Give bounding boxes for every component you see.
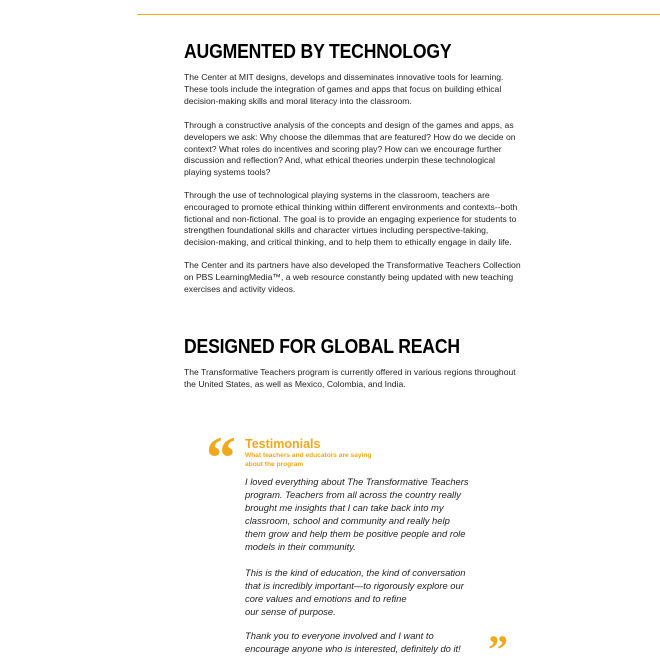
testimonials-subtitle: What teachers and educators are saying about the program xyxy=(245,452,372,468)
testimonial-quote: I loved everything about The Transformative Teachers program. Teachers from all across the country really brought me insights that I can take back into my classroom, school and community and really help them grow and help them be positive people and role models in their community. xyxy=(245,476,469,552)
testimonial-quote: This is the kind of education, the kind of conversation that is incredibly important—to rigorously explore our core values and emotions and to refine our sense of purpose. xyxy=(245,567,466,617)
top-divider xyxy=(137,14,660,15)
paragraph: Through the use of technological playing systems in the classroom, teachers are encouraged to promote ethical thinking within different environments and contexts--both fictional and non-fictional. The goal is to provide an engaging experience for students to strengthen foundational skills and character virtues including perspective-taking, decision-making, and critical thinking, and to help them to ethically engage in daily life. xyxy=(184,190,518,248)
section-heading-augmented: AUGMENTED BY TECHNOLOGY xyxy=(184,41,452,63)
paragraph: The Center and its partners have also developed the Transformative Teachers Collection on PBS LearningMedia™, a web resource constantly being updated with new teaching exercises and activity videos. xyxy=(184,260,521,294)
paragraph: Through a constructive analysis of the concepts and design of the games and apps, as developers we ask: Why choose the dilemmas that are featured? How do we decide on context? What roles do incentives and scoring play? How can we encourage further discussion and reflection? And, what ethical theories underpin these technological playing systems tools? xyxy=(184,120,516,178)
section-heading-global-reach: DESIGNED FOR GLOBAL REACH xyxy=(184,336,460,358)
paragraph: The Center at MIT designs, develops and disseminates innovative tools for learning. These tools include the integration of games and apps that focus on building ethical decision-making skills and moral literacy into the classroom. xyxy=(184,72,504,106)
open-quote-icon: “ xyxy=(206,425,236,491)
close-quote-icon: ” xyxy=(488,627,508,672)
testimonials-title: Testimonials xyxy=(245,437,321,451)
paragraph: The Transformative Teachers program is currently offered in various regions throughout the United States, as well as Mexico, Colombia, and India. xyxy=(184,367,516,389)
testimonial-quote: Thank you to everyone involved and I want to encourage anyone who is interested, definitely do it! xyxy=(245,630,461,654)
